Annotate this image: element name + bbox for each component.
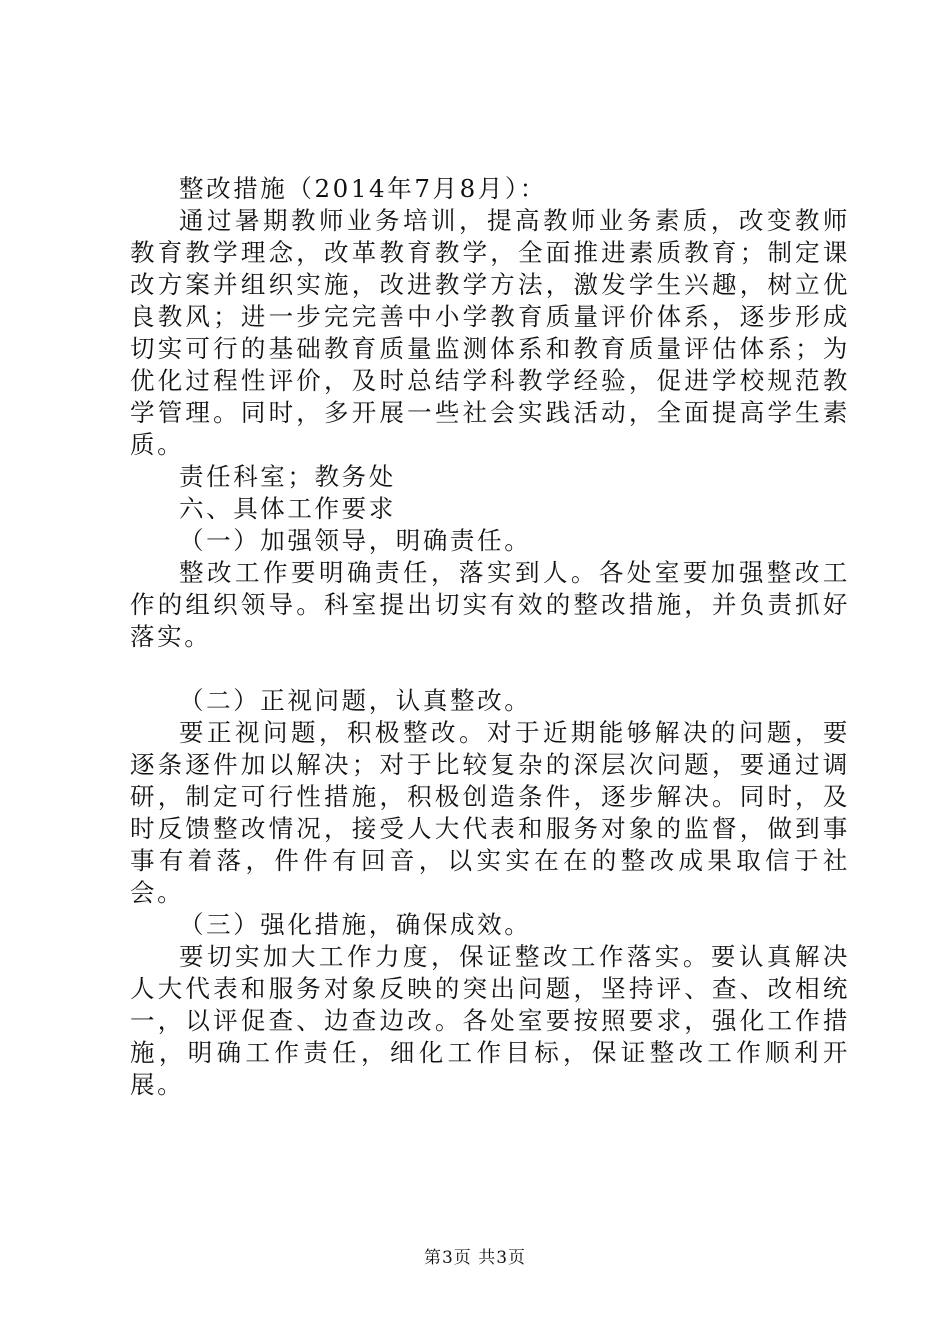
section-heading-requirements: 六、具体工作要求 bbox=[179, 494, 396, 523]
page-footer: 第3页 共3页 bbox=[423, 1248, 527, 1268]
paragraph-responsible-office: 责任科室；教务处 bbox=[179, 462, 396, 491]
paragraph-leadership: 整改工作要明确责任，落实到人。各处室要加强整改工作的组织领导。科室提出切实有效的整改措施，并负责抓好落实。 bbox=[130, 558, 850, 651]
paragraph-face-problems: 要正视问题，积极整改。对于近期能够解决的问题，要逐条逐件加以解决；对于比较复杂的深层次问题，要通过调研，制定可行性措施，积极创造条件，逐步解决。同时，及时反馈整改情况，接受人大代表和服务对象的监督，做到事事有着落，件件有回音，以实实在在的整改成果取信于社会。 bbox=[130, 718, 850, 907]
blank-line bbox=[130, 653, 850, 685]
document-body bbox=[130, 173, 850, 1101]
paragraph-measures-detail: 通过暑期教师业务培训，提高教师业务素质，改变教师教育教学理念，改革教育教学，全面推进素质教育；制定课改方案并组织实施，改进教学方法，激发学生兴趣，树立优良教风；进一步完完善中小学教育质量评价体系，逐步形成切实可行的基础教育质量监测体系和教育质量评估体系；为优化过程性评价，及时总结学科教学经验，促进学校规范教学管理。同时，多开展一些社会实践活动，全面提高学生素质。 bbox=[130, 206, 850, 459]
section-heading-measures: 整改措施（2014年7月8月）： bbox=[179, 174, 547, 203]
subheading-face-problems: （二）正视问题，认真整改。 bbox=[179, 686, 532, 715]
subheading-leadership: （一）加强领导，明确责任。 bbox=[179, 526, 532, 555]
subheading-strengthen-measures: （三）强化措施，确保成效。 bbox=[179, 910, 532, 939]
paragraph-strengthen-measures: 要切实加大工作力度，保证整改工作落实。要认真解决人大代表和服务对象反映的突出问题，坚持评、查、改相统一，以评促查、边查边改。各处室要按照要求，强化工作措施，明确工作责任，细化工作目标，保证整改工作顺利开展。 bbox=[130, 942, 850, 1099]
